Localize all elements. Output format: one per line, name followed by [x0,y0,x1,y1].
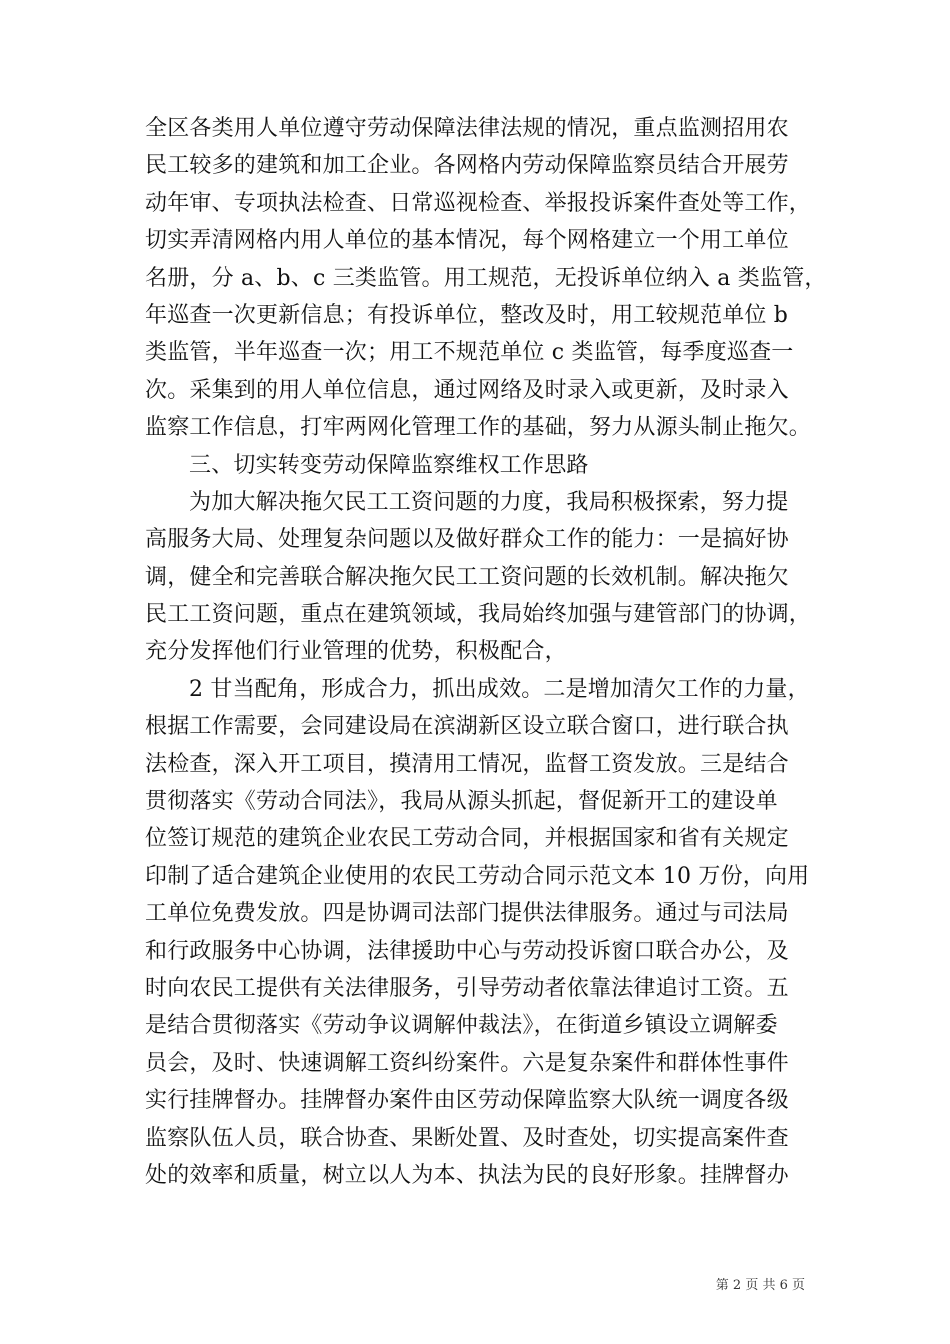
text-line: 贯彻落实《劳动合同法》，我局从源头抓起，督促新开工的建设单 [145,789,778,815]
text-line: 为加大解决拖欠民工工资问题的力度，我局积极探索，努力提 [189,489,789,515]
text-line: 民工工资问题，重点在建筑领域，我局始终加强与建管部门的协调， [145,602,812,628]
text-line: 实行挂牌督办。挂牌督办案件由区劳动保障监察大队统一调度各级 [145,1088,789,1114]
text-line: 和行政服务中心协调，法律援助中心与劳动投诉窗口联合办公，及 [145,938,789,964]
text-line: 高服务大局、处理复杂问题以及做好群众工作的能力：一是搞好协 [145,527,789,553]
text-line: 充分发挥他们行业管理的优势，积极配合， [145,639,567,665]
text-line: 次。采集到的用人单位信息，通过网络及时录入或更新，及时录入 [145,377,789,403]
text-line: 名册，分 a、b、c 三类监管。用工规范，无投诉单位纳入 a 类监管， [145,265,827,291]
text-line: 根据工作需要，会同建设局在滨湖新区设立联合窗口，进行联合执 [145,714,789,740]
text-line: 印制了适合建筑企业使用的农民工劳动合同示范文本 10 万份，向用 [145,863,810,889]
text-line: 是结合贯彻落实《劳动争议调解仲裁法》，在街道乡镇设立调解委 [145,1013,778,1039]
text-line: 调，健全和完善联合解决拖欠民工工资问题的长效机制。解决拖欠 [145,564,789,590]
text-line: 2 甘当配角，形成合力，抓出成效。二是增加清欠工作的力量， [189,676,810,702]
page-number: 第 2 页 共 6 页 [715,1278,805,1293]
text-line: 动年审、专项执法检查、日常巡视检查、举报投诉案件查处等工作， [145,190,812,216]
text-line: 员会，及时、快速调解工资纠纷案件。六是复杂案件和群体性事件 [145,1050,789,1076]
document-body [145,110,827,1194]
text-line: 处的效率和质量，树立以人为本、执法为民的良好形象。挂牌督办 [145,1162,789,1188]
text-line: 时向农民工提供有关法律服务，引导劳动者依靠法律追讨工资。五 [145,975,789,1001]
text-line: 类监管，半年巡查一次；用工不规范单位 c 类监管，每季度巡查一 [145,340,794,366]
section-heading: 三、切实转变劳动保障监察维权工作思路 [189,452,589,478]
text-line: 监察队伍人员，联合协查、果断处置、及时查处，切实提高案件查 [145,1125,789,1151]
text-line: 监察工作信息，打牢两网化管理工作的基础，努力从源头制止拖欠。 [145,415,812,441]
text-line: 工单位免费发放。四是协调司法部门提供法律服务。通过与司法局 [145,901,789,927]
text-line: 切实弄清网格内用人单位的基本情况，每个网格建立一个用工单位 [145,228,789,254]
text-line: 位签订规范的建筑企业农民工劳动合同，并根据国家和省有关规定 [145,826,789,852]
text-line: 全区各类用人单位遵守劳动保障法律法规的情况，重点监测招用农 [145,116,789,141]
text-line: 年巡查一次更新信息；有投诉单位，整改及时，用工较规范单位 b [145,302,789,328]
text-line: 民工较多的建筑和加工企业。各网格内劳动保障监察员结合开展劳 [145,153,789,179]
text-line: 法检查，深入开工项目，摸清用工情况，监督工资发放。三是结合 [145,751,789,777]
